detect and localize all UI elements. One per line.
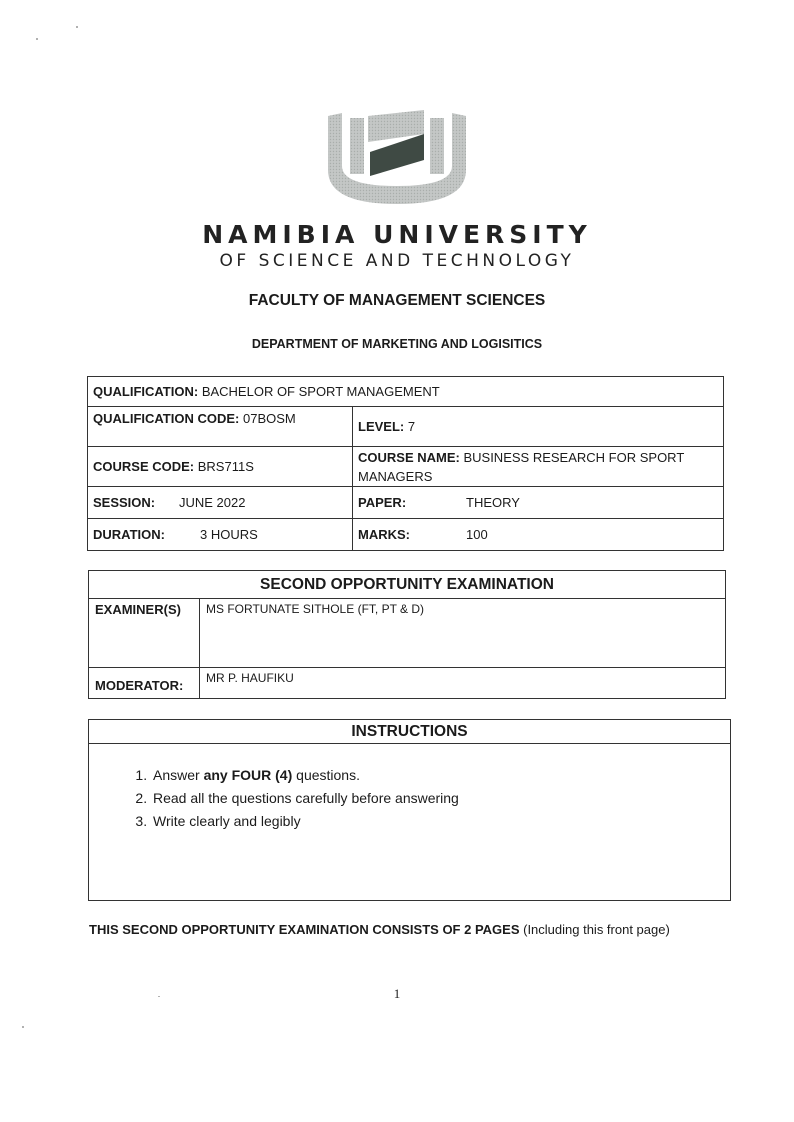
exam-title-row bbox=[89, 571, 726, 599]
level-value: 7 bbox=[407, 419, 416, 434]
page-count-note bbox=[89, 922, 670, 937]
session-label: SESSION: bbox=[93, 495, 156, 510]
qualification-label: QUALIFICATION: bbox=[93, 384, 199, 399]
department-title: DEPARTMENT OF MARKETING AND LOGISITICS bbox=[251, 337, 543, 351]
course-code-value: BRS711S bbox=[197, 459, 254, 474]
instructions-table bbox=[88, 719, 731, 901]
instruction-item bbox=[151, 764, 724, 787]
examination-table bbox=[88, 570, 726, 699]
instructions-list bbox=[95, 764, 724, 833]
paper-label: PAPER: bbox=[358, 495, 407, 510]
instruction-item: 2. Read all the questions carefully before answering bbox=[151, 787, 724, 810]
instructions-title: INSTRUCTIONS bbox=[89, 720, 731, 744]
instructions-body-row bbox=[89, 744, 731, 901]
course-details-table bbox=[87, 376, 724, 551]
scan-speck bbox=[76, 26, 78, 28]
duration-row bbox=[88, 519, 724, 551]
moderator-row bbox=[89, 668, 726, 699]
university-subtitle: OF SCIENCE AND TECHNOLOGY bbox=[219, 251, 575, 271]
page-number: 1 bbox=[393, 986, 401, 1001]
qualification-code-value: 07BOSM bbox=[242, 411, 296, 426]
instruction-1-emphasis: any FOUR (4) bbox=[203, 767, 293, 783]
moderator-value: MR P. HAUFIKU bbox=[200, 668, 726, 699]
instruction-item: 3. Write clearly and legibly bbox=[151, 810, 724, 833]
scan-speck bbox=[158, 996, 160, 997]
session-value: JUNE 2022 bbox=[179, 495, 246, 510]
page-count-normal: (Including this front page) bbox=[519, 922, 670, 937]
scan-speck bbox=[36, 38, 38, 40]
course-name-value: BUSINESS RESEARCH FOR SPORT MANAGERS bbox=[358, 449, 685, 484]
university-name: NAMIBIA UNIVERSITY bbox=[202, 220, 592, 249]
marks-value: 100 bbox=[466, 527, 488, 542]
qualification-row bbox=[88, 377, 724, 407]
instruction-1-prefix: Answer bbox=[153, 767, 204, 783]
session-row bbox=[88, 487, 724, 519]
marks-label: MARKS: bbox=[358, 527, 410, 542]
qualification-code-label: QUALIFICATION CODE: bbox=[93, 411, 240, 426]
instructions-title-row bbox=[89, 720, 731, 744]
duration-value: 3 HOURS bbox=[200, 527, 258, 542]
level-label: LEVEL: bbox=[358, 419, 405, 434]
examiner-row bbox=[89, 599, 726, 668]
qualification-code-row bbox=[88, 407, 724, 447]
course-name-label: COURSE NAME: bbox=[358, 449, 460, 465]
qualification-value: BACHELOR OF SPORT MANAGEMENT bbox=[201, 384, 440, 399]
university-logo bbox=[320, 108, 474, 208]
duration-label: DURATION: bbox=[93, 527, 165, 542]
moderator-label: MODERATOR: bbox=[89, 668, 200, 699]
course-code-label: COURSE CODE: bbox=[93, 459, 195, 474]
faculty-title: FACULTY OF MANAGEMENT SCIENCES bbox=[248, 292, 546, 309]
examiner-value: MS FORTUNATE SITHOLE (FT, PT & D) bbox=[200, 599, 726, 668]
examiner-label: EXAMINER(S) bbox=[89, 599, 200, 668]
course-row bbox=[88, 447, 724, 487]
page-count-bold: THIS SECOND OPPORTUNITY EXAMINATION CONSISTS OF 2 PAGES bbox=[89, 922, 520, 937]
instruction-1-suffix: questions. bbox=[292, 767, 360, 783]
paper-value: THEORY bbox=[466, 495, 520, 510]
exam-title: SECOND OPPORTUNITY EXAMINATION bbox=[89, 571, 726, 599]
scan-speck bbox=[22, 1026, 24, 1028]
